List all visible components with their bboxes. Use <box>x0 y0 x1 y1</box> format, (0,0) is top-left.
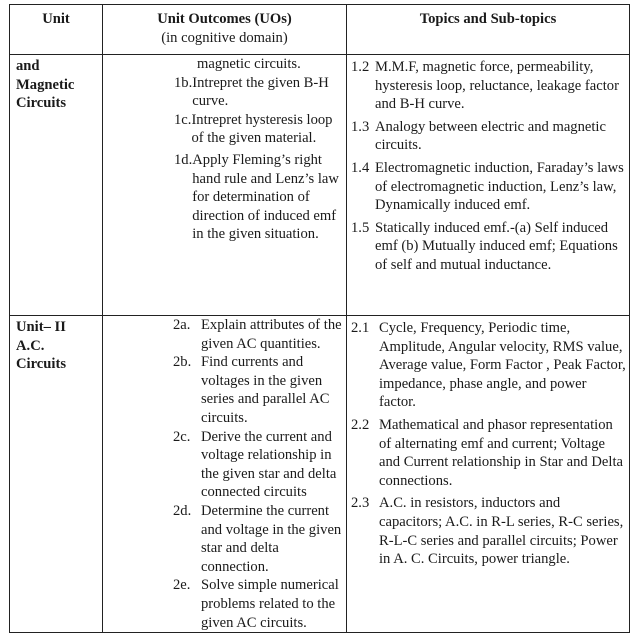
outcome-item <box>107 353 343 427</box>
outcome-item <box>107 74 343 111</box>
topic-label: 1.2 <box>351 59 370 75</box>
outcome-text: Intrepret the given B-H curve. <box>192 74 329 110</box>
topic-label: 1.5 <box>351 219 370 236</box>
outcome-text: Derive the current and voltage relationship in the given star and delta connected circuits <box>201 428 337 501</box>
unit-name-line: Circuits <box>16 356 66 373</box>
outcome-text: Find currents and voltages in the given series and parallel AC circuits. <box>201 354 330 426</box>
outcome-text: Intrepret hysteresis loop of the given material. <box>191 111 333 147</box>
outcome-item <box>107 428 343 502</box>
unit-name-line: Circuits <box>16 95 66 112</box>
topic-label: 2.1 <box>351 320 370 336</box>
table-row <box>10 316 630 633</box>
header-outcomes <box>103 5 347 55</box>
topic-label: 1.3 <box>351 118 370 135</box>
outcome-label: 1d. <box>174 151 193 168</box>
outcome-label: 1b. <box>174 74 193 91</box>
topic-text: Mathematical and phasor representation of alternating emf and current; Voltage and Current relationship in Star and Delta connections. <box>379 416 623 489</box>
outcome-text: Solve simple numerical problems related to the given AC circuits. <box>201 577 339 631</box>
topic-item <box>351 118 626 155</box>
topic-text: Analogy between electric and magnetic circuits. <box>375 118 606 154</box>
outcome-label: 1c. <box>174 111 192 128</box>
unit-cell <box>10 55 103 316</box>
topic-item <box>351 219 626 275</box>
outcome-label: 2b. <box>173 354 192 371</box>
outcome-text: Determine the current and voltage in the given star and delta connection. <box>201 502 342 575</box>
topic-text: Cycle, Frequency, Periodic time, Amplitude, Angular velocity, RMS value, Average value, Form Factor , Peak Factor, impedance, phase angle, and power factor. <box>379 320 626 411</box>
outcome-text: Apply Fleming’s right hand rule and Lenz’s law for determination of direction of induced emf in the given situation. <box>192 151 339 243</box>
topics-cell <box>347 55 630 316</box>
outcome-item <box>107 111 343 148</box>
outcome-label: 2d. <box>173 502 192 519</box>
outcome-item <box>107 502 343 576</box>
header-row <box>10 5 630 55</box>
unit-name-line: Unit– II <box>16 319 66 335</box>
topic-text: Electromagnetic induction, Faraday’s laws of electromagnetic induction, Lenz’s law, Dynamically induced emf. <box>375 159 624 214</box>
outcome-text: magnetic circuits. <box>197 56 301 72</box>
header-outcomes-subtitle: (in cognitive domain) <box>161 29 288 46</box>
outcome-label: 2c. <box>173 428 191 445</box>
outcome-item <box>107 316 343 353</box>
topic-label: 2.3 <box>351 495 370 512</box>
topic-item <box>351 159 626 215</box>
topics-cell <box>347 316 630 633</box>
header-outcomes-title: Unit Outcomes (UOs) <box>157 11 292 27</box>
topic-text: M.M.F, magnetic force, permeability, hysteresis loop, reluctance, leakage factor and B-H curve. <box>375 59 619 113</box>
outcome-text: Explain attributes of the given AC quantities. <box>201 317 342 352</box>
topic-text: Statically induced emf.-(a) Self induced emf (b) Mutually induced emf; Equations of self and mutual inductance. <box>375 219 618 273</box>
unit-name-line: A.C. <box>16 337 45 354</box>
unit-name-line: and <box>16 58 40 74</box>
topic-item <box>351 416 626 490</box>
unit-cell <box>10 316 103 633</box>
outcome-item <box>107 151 343 244</box>
header-topics: Topics and Sub-topics <box>347 5 630 55</box>
outcome-label: 2a. <box>173 317 191 333</box>
header-unit: Unit <box>10 5 103 55</box>
outcomes-cell <box>103 55 347 316</box>
outcome-label: 2e. <box>173 577 191 594</box>
syllabus-table <box>9 4 630 633</box>
topic-item <box>351 319 626 412</box>
topic-label: 1.4 <box>351 159 370 176</box>
outcome-item <box>107 576 343 632</box>
topic-item <box>351 58 626 114</box>
topic-text: A.C. in resistors, inductors and capacitors; A.C. in R-L series, R-C series, R-L-C series and parallel circuits; Power in A. C. Circuits, power triangle. <box>379 495 624 568</box>
topic-item <box>351 494 626 568</box>
topic-label: 2.2 <box>351 416 370 433</box>
unit-name-line: Magnetic <box>16 76 75 93</box>
table-row <box>10 55 630 316</box>
outcomes-cell <box>103 316 347 633</box>
outcome-item <box>107 55 343 74</box>
